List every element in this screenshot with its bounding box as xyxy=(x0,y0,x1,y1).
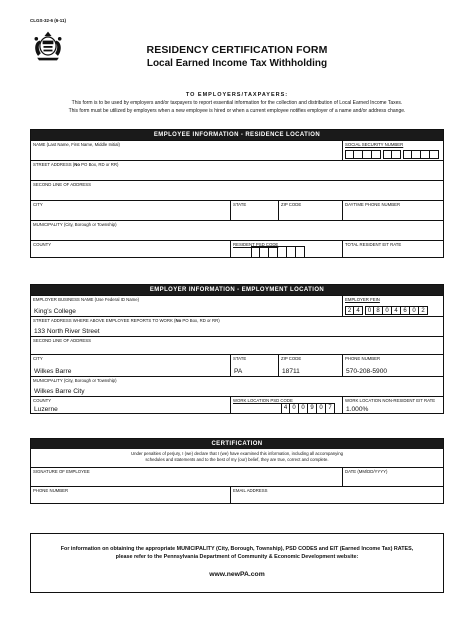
digit-box[interactable]: 8 xyxy=(374,306,383,315)
digit-box[interactable]: 0 xyxy=(410,306,419,315)
employee-phone-field[interactable] xyxy=(342,201,443,220)
employer-row-line2 xyxy=(31,336,443,354)
employee-line2-field[interactable] xyxy=(31,181,443,200)
employee-psd-field[interactable] xyxy=(230,241,342,258)
label-part: PO Box, RD or RR) xyxy=(79,162,119,167)
employer-state-value: PA xyxy=(234,368,243,375)
employee-eit-label: TOTAL RESIDENT EIT RATE xyxy=(345,242,402,247)
employee-zip-label: ZIP CODE xyxy=(281,202,302,207)
digit-box[interactable] xyxy=(403,150,412,159)
email-field[interactable] xyxy=(230,487,443,504)
certification-text-1: Under penalties of perjury, I (we) declare that I (we) have examined this information, including all accompanying xyxy=(130,451,343,456)
digit-box[interactable]: 2 xyxy=(345,306,354,315)
employer-state-field[interactable] xyxy=(230,355,278,376)
employee-zip-field[interactable] xyxy=(278,201,342,220)
form-code: CLGS-32-6 (6-11) xyxy=(30,18,67,23)
employer-city-field[interactable] xyxy=(31,355,230,376)
employer-name-field[interactable] xyxy=(31,296,342,316)
newpa-link[interactable]: www.newPA.com xyxy=(209,571,265,578)
digit-box[interactable]: 0 xyxy=(317,403,326,414)
employer-name-value: King's College xyxy=(34,308,76,315)
employee-state-label: STATE xyxy=(233,202,247,207)
employer-street-field[interactable] xyxy=(31,317,443,336)
employee-state-field[interactable] xyxy=(230,201,278,220)
digit-box[interactable] xyxy=(287,246,296,258)
digit-box[interactable] xyxy=(363,150,372,159)
employer-line2-field[interactable] xyxy=(31,337,443,354)
digit-box[interactable]: 2 xyxy=(419,306,428,315)
digit-box[interactable]: 4 xyxy=(281,403,290,414)
employer-city-label: CITY xyxy=(33,356,43,361)
info-line-1: For information on obtaining the appropriate MUNICIPALITY (City, Borough, Township), PSD CODES and EIT (Earned Income Tax) RATES, xyxy=(60,546,414,552)
employer-phone-label: PHONE NUMBER xyxy=(345,356,381,361)
employer-street-value: 133 North River Street xyxy=(34,328,100,335)
employer-row-county xyxy=(31,396,443,414)
intro-line-2: This form must be utilized by employers when a new employee is hired or when a current employee notifies employer of a name and/or address change. xyxy=(68,108,406,114)
employee-name-label: NAME (Last Name, First Name, Middle Initial) xyxy=(33,142,120,147)
employer-muni-label: MUNICIPALITY (City, Borough or Township) xyxy=(33,378,117,383)
employer-rate-value: 1.000% xyxy=(346,406,369,413)
digit-box[interactable]: 4 xyxy=(392,306,401,315)
employer-rate-label: WORK LOCATION NON-RESIDENT EIT RATE xyxy=(345,398,436,403)
digit-box[interactable] xyxy=(430,150,439,159)
employee-psd-label: RESIDENT PSD CODE xyxy=(233,242,279,247)
digit-box[interactable]: 9 xyxy=(308,403,317,414)
employee-row-street xyxy=(31,160,443,180)
employee-name-field[interactable] xyxy=(31,141,342,160)
employee-psd-boxes xyxy=(251,246,305,258)
certification-text-2: schedules and statements and to the best of my (our) belief, they are true, correct and complete. xyxy=(145,456,329,462)
employer-fein-boxes xyxy=(345,306,428,315)
certification-row-contact xyxy=(31,486,443,504)
digit-box[interactable] xyxy=(260,246,269,258)
employer-name-label: EMPLOYER BUSINESS NAME (Use Federal ID Name) xyxy=(33,297,140,302)
employee-row-city xyxy=(31,200,443,220)
info-text xyxy=(31,545,443,561)
employee-row-muni xyxy=(31,220,443,240)
cert-phone-field[interactable] xyxy=(31,487,230,504)
employer-row-city xyxy=(31,354,443,376)
digit-box[interactable]: 7 xyxy=(326,403,335,414)
cert-phone-label: PHONE NUMBER xyxy=(33,488,69,493)
label-part: PO Box, RD or RR) xyxy=(181,318,220,323)
employer-fein-label: EMPLOYER FEIN xyxy=(345,297,380,302)
signature-field[interactable] xyxy=(31,468,342,486)
employee-section xyxy=(30,129,444,258)
employee-row-name xyxy=(31,140,443,160)
employer-section-heading: EMPLOYER INFORMATION - EMPLOYMENT LOCATION xyxy=(31,285,443,295)
employer-phone-value: 570-208-5900 xyxy=(346,368,388,375)
employee-phone-label: DAYTIME PHONE NUMBER xyxy=(345,202,401,207)
digit-box[interactable]: 0 xyxy=(290,403,299,414)
employer-street-label xyxy=(33,318,220,323)
employer-row-name xyxy=(31,295,443,316)
label-part-bold: No xyxy=(175,318,182,323)
employee-muni-label: MUNICIPALITY (City, Borough or Township) xyxy=(33,222,117,227)
signature-label: SIGNATURE OF EMPLOYEE xyxy=(33,469,90,474)
employee-street-label xyxy=(33,162,118,167)
employer-zip-label: ZIP CODE xyxy=(281,356,302,361)
date-field[interactable] xyxy=(342,468,443,486)
digit-box[interactable]: 0 xyxy=(383,306,392,315)
employer-state-label: STATE xyxy=(233,356,247,361)
certification-row-signature xyxy=(31,467,443,486)
info-line-2: please refer to the Pennsylvania Department of Community & Economic Development website: xyxy=(115,554,359,560)
employee-ssn-boxes xyxy=(345,150,439,159)
employer-county-field[interactable] xyxy=(31,397,230,414)
employee-county-field[interactable] xyxy=(31,241,230,258)
digit-box[interactable] xyxy=(354,150,363,159)
digit-box[interactable] xyxy=(296,246,305,258)
employer-fein-field[interactable] xyxy=(342,296,443,316)
digit-box[interactable]: 6 xyxy=(401,306,410,315)
form-subtitle: Local Earned Income Tax Withholding xyxy=(146,58,328,69)
date-label: DATE (MM/DD/YYYY) xyxy=(345,469,388,474)
employer-psd-field[interactable] xyxy=(230,397,342,414)
employee-city-label: CITY xyxy=(33,202,43,207)
digit-box[interactable] xyxy=(372,150,381,159)
email-label: EMAIL ADDRESS xyxy=(233,488,268,493)
employee-row-county xyxy=(31,240,443,258)
digit-box[interactable] xyxy=(278,246,287,258)
digit-box[interactable] xyxy=(383,150,392,159)
digit-box[interactable] xyxy=(412,150,421,159)
employer-psd-boxes xyxy=(281,403,335,414)
employer-row-muni xyxy=(31,376,443,396)
employer-phone-field[interactable] xyxy=(342,355,443,376)
employer-section xyxy=(30,284,444,414)
employee-city-field[interactable] xyxy=(31,201,230,220)
employee-section-heading: EMPLOYEE INFORMATION - RESIDENCE LOCATION xyxy=(31,130,443,140)
employee-row-line2 xyxy=(31,180,443,200)
employer-county-value: Luzerne xyxy=(34,406,58,413)
label-part-bold: No xyxy=(74,162,80,167)
digit-box[interactable] xyxy=(421,150,430,159)
form-title: RESIDENCY CERTIFICATION FORM xyxy=(146,44,328,56)
intro-line-1: This form is to be used by employers and/or taxpayers to report essential information for the collection and distribution of Local Earned Income Taxes. xyxy=(71,100,403,106)
employer-city-value: Wilkes Barre xyxy=(34,368,72,375)
employer-line2-label: SECOND LINE OF ADDRESS xyxy=(33,338,92,343)
certification-heading: CERTIFICATION xyxy=(31,439,443,449)
digit-box[interactable] xyxy=(251,246,260,258)
employee-ssn-field[interactable] xyxy=(342,141,443,160)
employee-eit-field[interactable] xyxy=(342,241,443,258)
digit-box[interactable] xyxy=(392,150,401,159)
employer-muni-value: Wilkes Barre City xyxy=(34,388,85,395)
employer-row-street xyxy=(31,316,443,336)
certification-section xyxy=(30,438,444,504)
info-box xyxy=(30,533,444,593)
certification-statement xyxy=(41,451,433,462)
employer-zip-field[interactable] xyxy=(278,355,342,376)
employee-county-label: COUNTY xyxy=(33,242,52,247)
employee-muni-field[interactable] xyxy=(31,221,443,240)
digit-box[interactable] xyxy=(269,246,278,258)
digit-box[interactable] xyxy=(345,150,354,159)
employer-zip-value: 18711 xyxy=(282,368,300,375)
intro-heading: TO EMPLOYERS/TAXPAYERS: xyxy=(185,92,289,98)
employee-ssn-label: SOCIAL SECURITY NUMBER xyxy=(345,142,404,147)
digit-box[interactable]: 0 xyxy=(365,306,374,315)
label-part: STREET ADDRESS ( xyxy=(33,162,75,167)
employee-street-field[interactable] xyxy=(31,161,443,180)
employer-county-label: COUNTY xyxy=(33,398,52,403)
employer-rate-field[interactable] xyxy=(342,397,443,414)
label-part: STREET ADDRESS WHERE ABOVE EMPLOYEE REPORTS TO WORK ( xyxy=(33,318,176,323)
digit-box[interactable]: 0 xyxy=(299,403,308,414)
employer-muni-field[interactable] xyxy=(31,377,443,396)
digit-box[interactable]: 4 xyxy=(354,306,363,315)
employee-line2-label: SECOND LINE OF ADDRESS xyxy=(33,182,92,187)
employer-psd-label: WORK LOCATION PSD CODE xyxy=(233,398,293,403)
